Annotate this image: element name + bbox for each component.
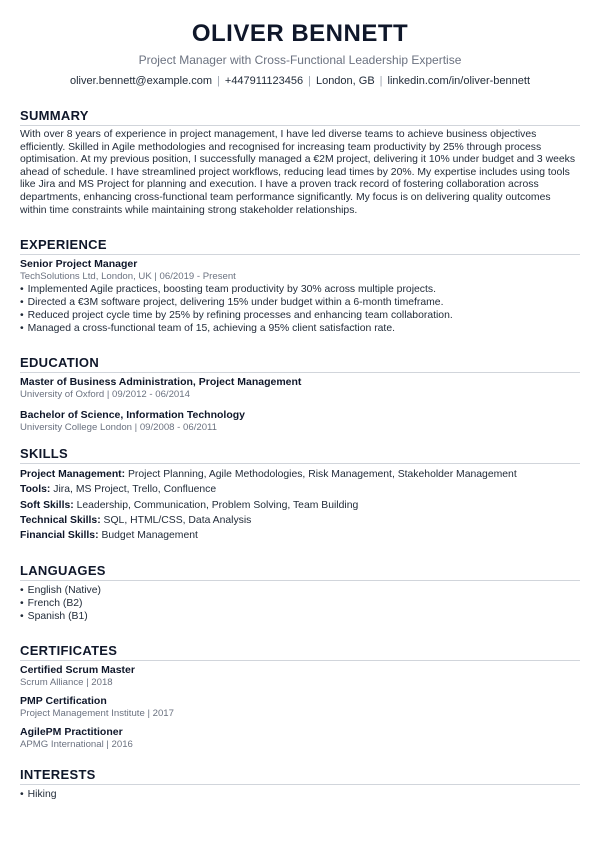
contact-line xyxy=(20,74,580,88)
email-link[interactable]: oliver.bennett@example.com xyxy=(70,75,213,87)
skill-row xyxy=(20,513,580,528)
list-item: • English (Native) xyxy=(20,584,580,597)
skill-value: Budget Management xyxy=(101,529,198,541)
linkedin-link[interactable]: linkedin.com/in/oliver-bennett xyxy=(387,75,530,87)
languages-section xyxy=(20,563,580,623)
section-title-experience: EXPERIENCE xyxy=(20,237,580,255)
section-title-summary: SUMMARY xyxy=(20,108,580,126)
candidate-headline: Project Manager with Cross-Functional Leadership Expertise xyxy=(138,53,462,67)
certificate-meta: APMG International | 2016 xyxy=(20,739,133,751)
candidate-name: OLIVER BENNETT xyxy=(191,20,409,47)
location: London, GB xyxy=(315,75,375,87)
summary-text: With over 8 years of experience in project management, I have led diverse teams to achieve business objectives efficiently. Skilled in Agile methodologies and recognised for increasing team productivity by 25% through process optimisation. At my previous position, I successfully managed a €2M project, delivering it 10% under budget and 3 weeks ahead of schedule. I have streamlined project workflows, reducing lead times by 20%. My expertise includes using tools like Jira and MS Project for planning and execution. I have a proven track record of fostering collaboration across departments, enhancing cross-functional team performance significantly. My focus is on delivering quality outcomes within time constraints while maintaining strong stakeholder relationships. xyxy=(20,129,576,216)
section-title-languages: LANGUAGES xyxy=(20,563,580,581)
certificate-name: Certified Scrum Master xyxy=(20,664,135,677)
section-title-skills: SKILLS xyxy=(20,446,580,464)
degree-meta: University of Oxford | 09/2012 - 06/2014 xyxy=(20,389,190,401)
job-meta: TechSolutions Ltd, London, UK | 06/2019 - Present xyxy=(20,271,236,283)
job-bullets xyxy=(20,283,580,335)
skill-row xyxy=(20,482,580,497)
list-item: • Directed a €3M software project, delivering 15% under budget within a 6-month timeframe. xyxy=(20,296,580,309)
skill-row xyxy=(20,498,580,513)
contact-separator: | xyxy=(308,75,311,87)
certificate-entry xyxy=(20,726,580,751)
skill-row xyxy=(20,467,580,482)
resume-header xyxy=(20,20,580,88)
summary-section xyxy=(20,108,580,217)
degree-meta: University College London | 09/2008 - 06/2011 xyxy=(20,422,217,434)
skill-value: Leadership, Communication, Problem Solving, Team Building xyxy=(76,499,359,511)
section-title-certificates: CERTIFICATES xyxy=(20,643,580,661)
experience-section xyxy=(20,237,580,335)
skill-label: Technical Skills: xyxy=(20,514,101,526)
degree-title: Master of Business Administration, Project Management xyxy=(20,376,302,389)
certificate-meta: Scrum Alliance | 2018 xyxy=(20,677,113,689)
skills-section xyxy=(20,446,580,543)
section-title-interests: INTERESTS xyxy=(20,767,580,785)
certificate-entry xyxy=(20,695,580,720)
skill-label: Tools: xyxy=(20,484,51,496)
section-title-education: EDUCATION xyxy=(20,355,580,373)
skill-label: Soft Skills: xyxy=(20,499,74,511)
list-item: • Hiking xyxy=(20,788,580,801)
certificate-meta: Project Management Institute | 2017 xyxy=(20,708,174,720)
interest-list xyxy=(20,788,580,801)
phone-number: +447911123456 xyxy=(224,75,304,87)
interests-section xyxy=(20,767,580,801)
skill-value: SQL, HTML/CSS, Data Analysis xyxy=(103,514,252,526)
list-item: • French (B2) xyxy=(20,597,580,610)
list-item: • Reduced project cycle time by 25% by refining processes and enhancing team collaboration. xyxy=(20,309,580,322)
language-list xyxy=(20,584,580,623)
skill-row xyxy=(20,528,580,543)
skill-label: Financial Skills: xyxy=(20,529,99,541)
certificate-name: AgilePM Practitioner xyxy=(20,726,123,739)
list-item: • Spanish (B1) xyxy=(20,610,580,623)
job-title: Senior Project Manager xyxy=(20,258,138,271)
skill-value: Project Planning, Agile Methodologies, Risk Management, Stakeholder Management xyxy=(127,469,517,481)
list-item: • Managed a cross-functional team of 15, achieving a 95% client satisfaction rate. xyxy=(20,322,580,335)
education-entry xyxy=(20,409,580,434)
contact-separator: | xyxy=(379,75,383,87)
skill-value: Jira, MS Project, Trello, Confluence xyxy=(53,484,217,496)
certificate-entry xyxy=(20,664,580,689)
contact-separator: | xyxy=(217,75,220,87)
education-entry xyxy=(20,376,580,401)
certificates-section xyxy=(20,643,580,751)
skill-label: Project Management: xyxy=(20,469,126,481)
list-item: • Implemented Agile practices, boosting team productivity by 30% across multiple projects. xyxy=(20,283,580,296)
education-section xyxy=(20,355,580,434)
certificate-name: PMP Certification xyxy=(20,695,107,708)
degree-title: Bachelor of Science, Information Technology xyxy=(20,409,246,422)
